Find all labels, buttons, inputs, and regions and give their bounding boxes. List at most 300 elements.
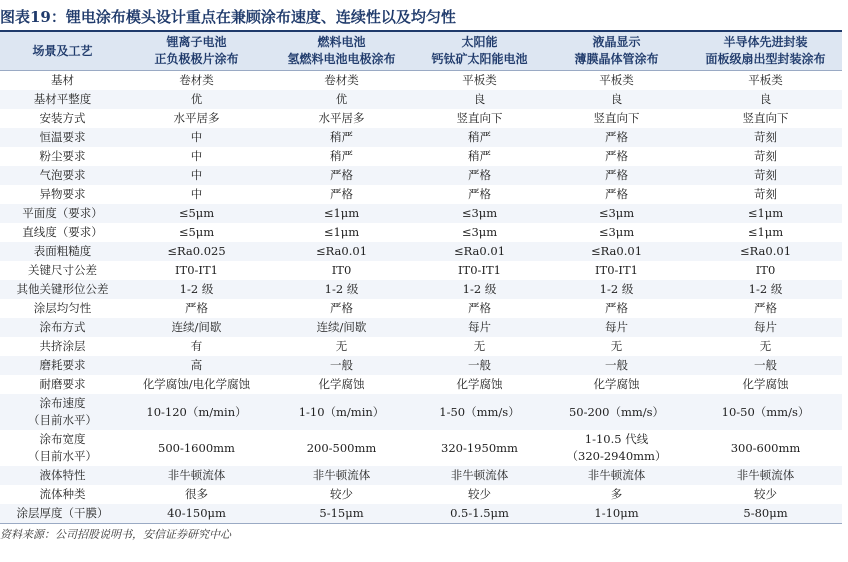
row-label bbox=[0, 394, 125, 430]
row-label bbox=[0, 430, 125, 466]
cell-line: IT0-IT1 bbox=[175, 263, 218, 277]
cell-line: 中 bbox=[190, 130, 203, 144]
table-cell bbox=[689, 430, 842, 466]
table-cell bbox=[268, 166, 415, 185]
cell-line: 严格 bbox=[754, 301, 777, 315]
cell-line: 一般 bbox=[605, 358, 628, 372]
table-cell bbox=[689, 166, 842, 185]
row-label bbox=[0, 90, 125, 109]
cell-line: 卷材类 bbox=[179, 73, 214, 87]
cell-line: 钙钛矿太阳能电池 bbox=[431, 52, 528, 66]
cell-line: 严格 bbox=[605, 187, 628, 201]
table-cell bbox=[415, 356, 544, 375]
cell-line: 化学腐蚀 bbox=[318, 377, 365, 391]
table-cell bbox=[125, 128, 268, 147]
cell-line: （目前水平） bbox=[28, 449, 97, 463]
cell-line: 气泡要求 bbox=[39, 168, 86, 182]
cell-line: （目前水平） bbox=[28, 413, 97, 427]
row-label bbox=[0, 318, 125, 337]
cell-line: 严格 bbox=[185, 301, 208, 315]
cell-line: 1-10（m/min） bbox=[298, 404, 385, 419]
table-cell bbox=[415, 166, 544, 185]
cell-line: 薄膜晶体管涂布 bbox=[574, 52, 659, 66]
cell-line: 非牛顿流体 bbox=[736, 468, 795, 482]
cell-line: 稍严 bbox=[330, 149, 353, 163]
table-cell bbox=[544, 204, 689, 223]
table-cell bbox=[544, 166, 689, 185]
cell-line: 涂布方式 bbox=[39, 320, 86, 334]
cell-line: 一般 bbox=[330, 358, 353, 372]
cell-line: 10-120（m/min） bbox=[146, 404, 247, 419]
cell-line: 1-50（mm/s） bbox=[439, 404, 520, 419]
cell-line: 稍严 bbox=[468, 130, 491, 144]
table-cell bbox=[125, 504, 268, 524]
cell-line: 40-150μm bbox=[167, 506, 226, 520]
table-cell bbox=[268, 299, 415, 318]
table-row bbox=[0, 280, 842, 299]
cell-line: 有 bbox=[190, 339, 203, 353]
table-cell bbox=[268, 261, 415, 280]
table-cell bbox=[268, 90, 415, 109]
table-cell bbox=[544, 223, 689, 242]
table-cell bbox=[689, 223, 842, 242]
cell-line: 高 bbox=[190, 358, 203, 372]
table-cell bbox=[415, 204, 544, 223]
table-cell bbox=[544, 71, 689, 91]
cell-line: 1-10μm bbox=[594, 506, 639, 520]
cell-line: 燃料电池 bbox=[317, 35, 366, 49]
cell-line: 平板类 bbox=[462, 73, 497, 87]
row-label bbox=[0, 261, 125, 280]
cell-line: 严格 bbox=[330, 187, 353, 201]
row-label bbox=[0, 466, 125, 485]
cell-line: 每片 bbox=[754, 320, 777, 334]
cell-line: 良 bbox=[610, 92, 623, 106]
table-row bbox=[0, 185, 842, 204]
cell-line: 半导体先进封装 bbox=[723, 35, 808, 49]
cell-line: 直线度（要求） bbox=[22, 225, 103, 239]
cell-line: 共挤涂层 bbox=[39, 339, 86, 353]
cell-line: 卷材类 bbox=[324, 73, 359, 87]
table-cell bbox=[415, 318, 544, 337]
cell-line: 平板类 bbox=[599, 73, 634, 87]
row-label bbox=[0, 242, 125, 261]
table-cell bbox=[689, 204, 842, 223]
cell-line: 表面粗糙度 bbox=[33, 244, 92, 258]
cell-line: 非牛顿流体 bbox=[167, 468, 226, 482]
cell-line: 0.5-1.5μm bbox=[450, 506, 509, 520]
row-label bbox=[0, 166, 125, 185]
cell-line: 化学腐蚀 bbox=[456, 377, 503, 391]
table-cell bbox=[125, 430, 268, 466]
table-cell bbox=[689, 261, 842, 280]
table-cell bbox=[268, 280, 415, 299]
cell-line: 面板级扇出型封装涂布 bbox=[705, 52, 826, 66]
cell-line: 1-2 级 bbox=[179, 282, 214, 296]
cell-line: 严格 bbox=[468, 187, 491, 201]
cell-line: 基材 bbox=[51, 73, 74, 87]
cell-line: 竖直向下 bbox=[742, 111, 789, 125]
table-cell bbox=[689, 147, 842, 166]
table-row bbox=[0, 90, 842, 109]
cell-line: 基材平整度 bbox=[33, 92, 92, 106]
table-cell bbox=[689, 504, 842, 524]
table-cell bbox=[415, 394, 544, 430]
table-cell bbox=[689, 299, 842, 318]
table-cell bbox=[544, 299, 689, 318]
table-cell bbox=[544, 242, 689, 261]
table-row bbox=[0, 356, 842, 375]
cell-line: 化学腐蚀 bbox=[742, 377, 789, 391]
cell-line: 中 bbox=[190, 168, 203, 182]
table-cell bbox=[268, 337, 415, 356]
cell-line: 中 bbox=[190, 187, 203, 201]
cell-line: 1-2 级 bbox=[324, 282, 359, 296]
cell-line: 无 bbox=[335, 339, 348, 353]
row-label bbox=[0, 375, 125, 394]
table-row bbox=[0, 485, 842, 504]
table-cell bbox=[544, 466, 689, 485]
cell-line: 300-600mm bbox=[730, 440, 801, 455]
table-cell bbox=[544, 109, 689, 128]
table-cell bbox=[689, 356, 842, 375]
table-cell bbox=[268, 394, 415, 430]
cell-line: 5-15μm bbox=[319, 506, 364, 520]
table-cell bbox=[544, 318, 689, 337]
cell-line: ≤1μm bbox=[747, 225, 784, 239]
table-cell bbox=[268, 375, 415, 394]
table-cell bbox=[268, 430, 415, 466]
table-cell bbox=[689, 71, 842, 91]
table-cell bbox=[268, 185, 415, 204]
cell-line: 200-500mm bbox=[306, 440, 377, 455]
table-cell bbox=[415, 430, 544, 466]
cell-line: 多 bbox=[610, 487, 623, 501]
cell-line: 一般 bbox=[468, 358, 491, 372]
table-cell bbox=[544, 128, 689, 147]
cell-line: 中 bbox=[190, 149, 203, 163]
table-cell bbox=[415, 185, 544, 204]
table-cell bbox=[268, 356, 415, 375]
table-row bbox=[0, 242, 842, 261]
cell-line: ≤3μm bbox=[461, 206, 498, 220]
cell-line: 优 bbox=[335, 92, 348, 106]
table-cell bbox=[415, 90, 544, 109]
cell-line: 流体种类 bbox=[39, 487, 86, 501]
table-cell bbox=[125, 318, 268, 337]
cell-line: ≤Ra0.01 bbox=[739, 244, 792, 258]
table-row bbox=[0, 337, 842, 356]
row-label bbox=[0, 223, 125, 242]
cell-line: ≤Ra0.01 bbox=[315, 244, 368, 258]
row-label bbox=[0, 485, 125, 504]
coating-die-spec-table bbox=[0, 32, 842, 524]
cell-line: 耐磨要求 bbox=[39, 377, 86, 391]
cell-line: 稍严 bbox=[468, 149, 491, 163]
cell-line: 化学腐蚀/电化学腐蚀 bbox=[142, 377, 251, 391]
cell-line: 连续/间歇 bbox=[316, 320, 367, 334]
cell-line: 太阳能 bbox=[461, 35, 498, 49]
cell-line: 每片 bbox=[605, 320, 628, 334]
row-label bbox=[0, 128, 125, 147]
row-label bbox=[0, 280, 125, 299]
cell-line: ≤5μm bbox=[178, 225, 215, 239]
cell-line: 严格 bbox=[468, 168, 491, 182]
cell-line: 竖直向下 bbox=[456, 111, 503, 125]
table-cell bbox=[125, 356, 268, 375]
table-cell bbox=[415, 242, 544, 261]
cell-line: 稍严 bbox=[330, 130, 353, 144]
cell-line: IT0 bbox=[331, 263, 352, 277]
row-label bbox=[0, 204, 125, 223]
table-cell bbox=[415, 223, 544, 242]
cell-line: 较少 bbox=[468, 487, 491, 501]
row-label bbox=[0, 504, 125, 524]
table-cell bbox=[415, 280, 544, 299]
table-cell bbox=[544, 394, 689, 430]
table-row bbox=[0, 147, 842, 166]
row-label bbox=[0, 185, 125, 204]
cell-line: 严格 bbox=[605, 301, 628, 315]
header-column bbox=[544, 32, 689, 71]
row-label bbox=[0, 109, 125, 128]
cell-line: 苛刻 bbox=[754, 168, 777, 182]
table-row bbox=[0, 375, 842, 394]
cell-line: 其他关键形位公差 bbox=[16, 282, 109, 296]
row-label bbox=[0, 337, 125, 356]
cell-line: 苛刻 bbox=[754, 187, 777, 201]
cell-line: 320-1950mm bbox=[441, 440, 518, 455]
table-cell bbox=[544, 375, 689, 394]
table-cell bbox=[125, 375, 268, 394]
cell-line: 竖直向下 bbox=[593, 111, 640, 125]
header-column bbox=[415, 32, 544, 71]
header-column bbox=[125, 32, 268, 71]
table-cell bbox=[544, 337, 689, 356]
cell-line: 苛刻 bbox=[754, 149, 777, 163]
cell-line: 锂离子电池 bbox=[166, 35, 227, 49]
cell-line: 严格 bbox=[330, 301, 353, 315]
table-cell bbox=[544, 356, 689, 375]
cell-line: 严格 bbox=[605, 149, 628, 163]
cell-line: 平面度（要求） bbox=[22, 206, 103, 220]
table-cell bbox=[544, 261, 689, 280]
cell-line: 50-200（mm/s） bbox=[568, 404, 665, 419]
table-cell bbox=[415, 71, 544, 91]
cell-line: 液体特性 bbox=[39, 468, 86, 482]
table-cell bbox=[125, 242, 268, 261]
table-cell bbox=[544, 185, 689, 204]
table-cell bbox=[125, 394, 268, 430]
cell-line: 500-1600mm bbox=[158, 440, 235, 455]
cell-line: 无 bbox=[759, 339, 772, 353]
cell-line: 涂布宽度 bbox=[39, 432, 86, 446]
cell-line: 良 bbox=[473, 92, 486, 106]
table-cell bbox=[544, 147, 689, 166]
figure-title: 图表19：锂电涂布模头设计重点在兼顾涂布速度、连续性以及均匀性 bbox=[0, 8, 456, 26]
cell-line: 化学腐蚀 bbox=[593, 377, 640, 391]
cell-line: 连续/间歇 bbox=[171, 320, 222, 334]
table-cell bbox=[415, 466, 544, 485]
table-cell bbox=[415, 128, 544, 147]
cell-line: 1-2 级 bbox=[462, 282, 497, 296]
cell-line: 粉尘要求 bbox=[39, 149, 86, 163]
cell-line: 较少 bbox=[754, 487, 777, 501]
table-cell bbox=[268, 223, 415, 242]
table-cell bbox=[268, 109, 415, 128]
table-cell bbox=[125, 90, 268, 109]
cell-line: 正负极极片涂布 bbox=[154, 52, 239, 66]
cell-line: ≤3μm bbox=[598, 206, 635, 220]
table-cell bbox=[415, 109, 544, 128]
cell-line: 非牛顿流体 bbox=[312, 468, 371, 482]
table-cell bbox=[689, 128, 842, 147]
cell-line: IT0-IT1 bbox=[458, 263, 501, 277]
cell-line: 无 bbox=[610, 339, 623, 353]
table-cell bbox=[689, 280, 842, 299]
header-category: 场景及工艺 bbox=[0, 32, 125, 71]
table-cell bbox=[544, 90, 689, 109]
cell-line: 1-10.5 代线 bbox=[584, 432, 649, 446]
table-cell bbox=[415, 147, 544, 166]
cell-line: 氢燃料电池电极涂布 bbox=[287, 52, 396, 66]
cell-line: 非牛顿流体 bbox=[587, 468, 646, 482]
table-body bbox=[0, 71, 842, 524]
cell-line: ≤3μm bbox=[598, 225, 635, 239]
table-cell bbox=[415, 375, 544, 394]
table-row bbox=[0, 223, 842, 242]
row-label bbox=[0, 147, 125, 166]
cell-line: ≤1μm bbox=[747, 206, 784, 220]
table-cell bbox=[125, 147, 268, 166]
table-row bbox=[0, 71, 842, 91]
table-cell bbox=[268, 147, 415, 166]
cell-line: 涂层均匀性 bbox=[33, 301, 92, 315]
table-row bbox=[0, 299, 842, 318]
cell-line: 非牛顿流体 bbox=[450, 468, 509, 482]
cell-line: 10-50（mm/s） bbox=[721, 404, 810, 419]
cell-line: 涂布速度 bbox=[39, 396, 86, 410]
table-row bbox=[0, 166, 842, 185]
cell-line: ≤Ra0.025 bbox=[167, 244, 226, 258]
table-cell bbox=[268, 128, 415, 147]
cell-line: 平板类 bbox=[748, 73, 783, 87]
header-column bbox=[689, 32, 842, 71]
table-cell bbox=[544, 485, 689, 504]
cell-line: 水平居多 bbox=[318, 111, 365, 125]
cell-line: 1-2 级 bbox=[599, 282, 634, 296]
table-cell bbox=[125, 166, 268, 185]
source-note: 资料来源：公司招股说明书，安信证券研究中心 bbox=[0, 528, 231, 541]
table-row bbox=[0, 504, 842, 524]
table-cell bbox=[689, 375, 842, 394]
table-cell bbox=[125, 337, 268, 356]
cell-line: （320-2940mm） bbox=[566, 449, 667, 463]
cell-line: 严格 bbox=[605, 168, 628, 182]
table-cell bbox=[689, 485, 842, 504]
table-cell bbox=[544, 430, 689, 466]
table-cell bbox=[125, 204, 268, 223]
table-row bbox=[0, 466, 842, 485]
cell-line: 每片 bbox=[468, 320, 491, 334]
cell-line: 液晶显示 bbox=[592, 35, 641, 49]
table-cell bbox=[689, 466, 842, 485]
table-cell bbox=[544, 504, 689, 524]
cell-line: 涂层厚度（干膜） bbox=[16, 506, 109, 520]
table-cell bbox=[689, 90, 842, 109]
table-cell bbox=[268, 466, 415, 485]
table-cell bbox=[689, 394, 842, 430]
cell-line: 良 bbox=[759, 92, 772, 106]
table-cell bbox=[415, 337, 544, 356]
table-cell bbox=[125, 299, 268, 318]
row-label bbox=[0, 299, 125, 318]
table-row bbox=[0, 261, 842, 280]
cell-line: IT0 bbox=[755, 263, 776, 277]
table-cell bbox=[125, 223, 268, 242]
table-cell bbox=[268, 204, 415, 223]
table-cell bbox=[415, 504, 544, 524]
cell-line: ≤Ra0.01 bbox=[453, 244, 506, 258]
row-label bbox=[0, 356, 125, 375]
table-cell bbox=[125, 185, 268, 204]
cell-line: 优 bbox=[190, 92, 203, 106]
table-cell bbox=[689, 318, 842, 337]
table-cell bbox=[125, 261, 268, 280]
table-cell bbox=[125, 466, 268, 485]
cell-line: 无 bbox=[473, 339, 486, 353]
cell-line: 磨耗要求 bbox=[39, 358, 86, 372]
table-cell bbox=[689, 185, 842, 204]
table-cell bbox=[125, 71, 268, 91]
table-cell bbox=[415, 299, 544, 318]
cell-line: IT0-IT1 bbox=[595, 263, 638, 277]
cell-line: 5-80μm bbox=[743, 506, 788, 520]
table-row bbox=[0, 394, 842, 430]
cell-line: 严格 bbox=[468, 301, 491, 315]
cell-line: 异物要求 bbox=[39, 187, 86, 201]
cell-line: 恒温要求 bbox=[39, 130, 86, 144]
table-cell bbox=[268, 318, 415, 337]
table-row bbox=[0, 128, 842, 147]
cell-line: 较少 bbox=[330, 487, 353, 501]
table-cell bbox=[268, 485, 415, 504]
table-cell bbox=[689, 337, 842, 356]
table-cell bbox=[125, 109, 268, 128]
table-cell bbox=[415, 485, 544, 504]
cell-line: 一般 bbox=[754, 358, 777, 372]
table-cell bbox=[268, 504, 415, 524]
cell-line: ≤Ra0.01 bbox=[590, 244, 643, 258]
cell-line: 水平居多 bbox=[173, 111, 220, 125]
table-cell bbox=[689, 109, 842, 128]
cell-line: ≤3μm bbox=[461, 225, 498, 239]
cell-line: ≤1μm bbox=[323, 225, 360, 239]
table-row bbox=[0, 430, 842, 466]
table-row bbox=[0, 109, 842, 128]
cell-line: 严格 bbox=[605, 130, 628, 144]
cell-line: 1-2 级 bbox=[748, 282, 783, 296]
table-cell bbox=[125, 485, 268, 504]
cell-line: 很多 bbox=[185, 487, 208, 501]
cell-line: ≤1μm bbox=[323, 206, 360, 220]
table-header-row bbox=[0, 32, 842, 71]
table-row bbox=[0, 318, 842, 337]
cell-line: 苛刻 bbox=[754, 130, 777, 144]
table-row bbox=[0, 204, 842, 223]
table-cell bbox=[268, 71, 415, 91]
cell-line: 安装方式 bbox=[39, 111, 86, 125]
